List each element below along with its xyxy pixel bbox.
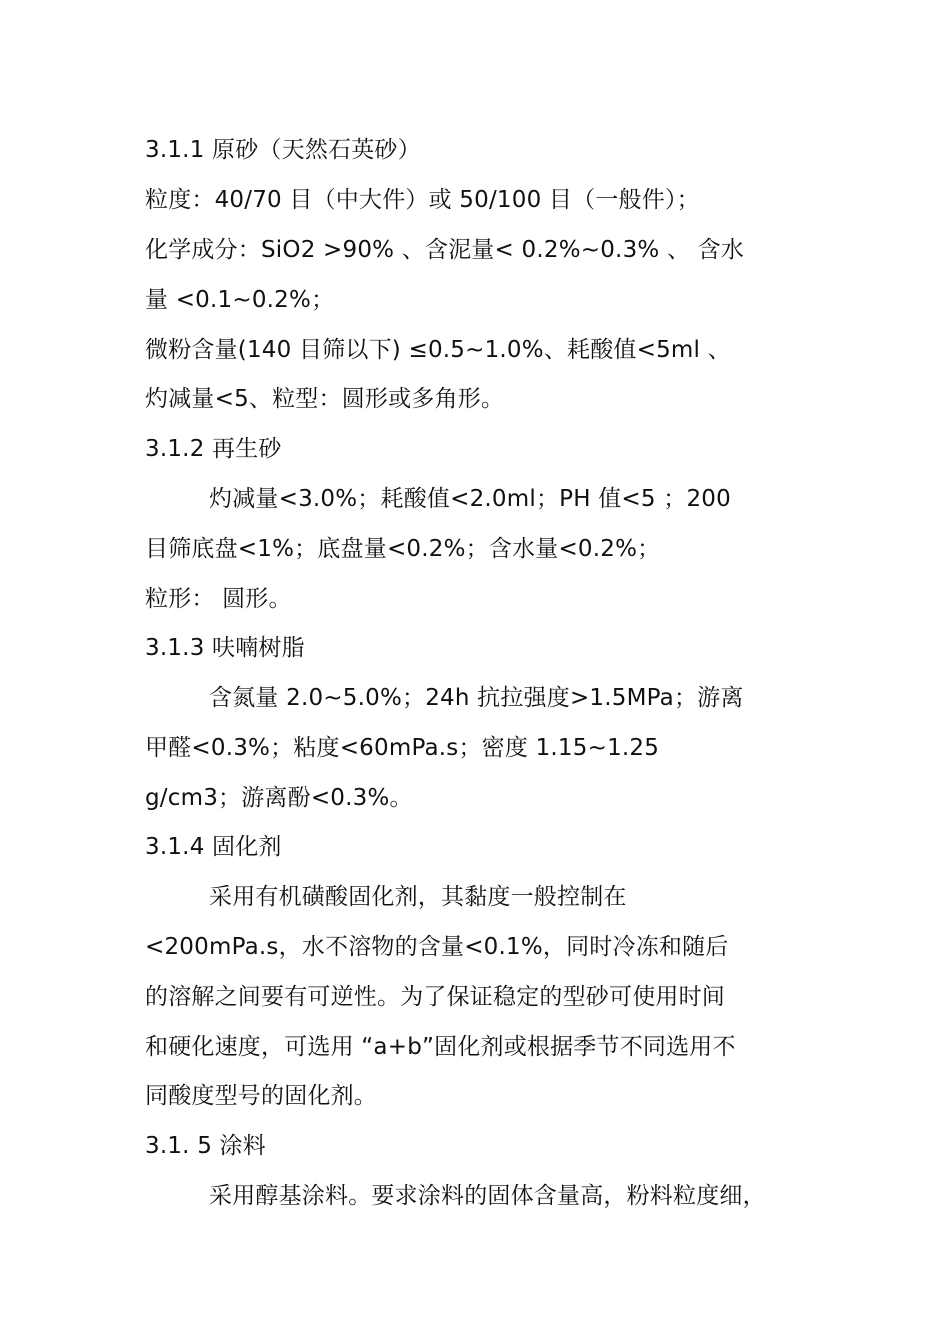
paragraph-line: 的溶解之间要有可逆性。为了保证稳定的型砂可使用时间 — [145, 984, 725, 1010]
paragraph-line: 目筛底盘<1%；底盘量<0.2%；含水量<0.2%； — [145, 536, 661, 562]
heading-3-1-5: 3.1. 5 涂料 — [145, 1133, 266, 1159]
paragraph-line: 灼减量<3.0%；耗酸值<2.0ml；PH 值<5 ；200 — [209, 486, 731, 512]
paragraph-line: 同酸度型号的固化剂。 — [145, 1083, 377, 1109]
paragraph-line: 粒度：40/70 目（中大件）或 50/100 目（一般件）； — [145, 187, 700, 213]
heading-3-1-4: 3.1.4 固化剂 — [145, 834, 282, 860]
paragraph-line: g/cm3；游离酚<0.3%。 — [145, 785, 413, 811]
paragraph-line: 采用有机磺酸固化剂，其黏度一般控制在 — [209, 884, 627, 910]
heading-3-1-2: 3.1.2 再生砂 — [145, 436, 282, 462]
paragraph-line: 和硬化速度，可选用 “a+b”固化剂或根据季节不同选用不 — [145, 1034, 736, 1060]
paragraph-line: <200mPa.s，水不溶物的含量<0.1%，同时冷冻和随后 — [145, 934, 729, 960]
paragraph-line: 量 <0.1~0.2%； — [145, 287, 335, 313]
paragraph-line: 化学成分：SiO2 >90% 、含泥量< 0.2%~0.3% 、 含水 — [145, 237, 745, 263]
paragraph-line: 甲醛<0.3%；粘度<60mPa.s；密度 1.15~1.25 — [145, 735, 660, 761]
paragraph-line: 微粉含量(140 目筛以下) ≤0.5~1.0%、耗酸值<5ml 、 — [145, 337, 731, 363]
paragraph-line: 粒形： 圆形。 — [145, 586, 292, 612]
paragraph-line: 采用醇基涂料。要求涂料的固体含量高，粉料粒度细， — [209, 1183, 766, 1209]
paragraph-line: 含氮量 2.0~5.0%；24h 抗拉强度>1.5MPa；游离 — [209, 685, 744, 711]
paragraph-line: 灼减量<5、粒型：圆形或多角形。 — [145, 386, 505, 412]
heading-3-1-3: 3.1.3 呋喃树脂 — [145, 635, 305, 661]
heading-3-1-1: 3.1.1 原砂（天然石英砂） — [145, 137, 421, 163]
